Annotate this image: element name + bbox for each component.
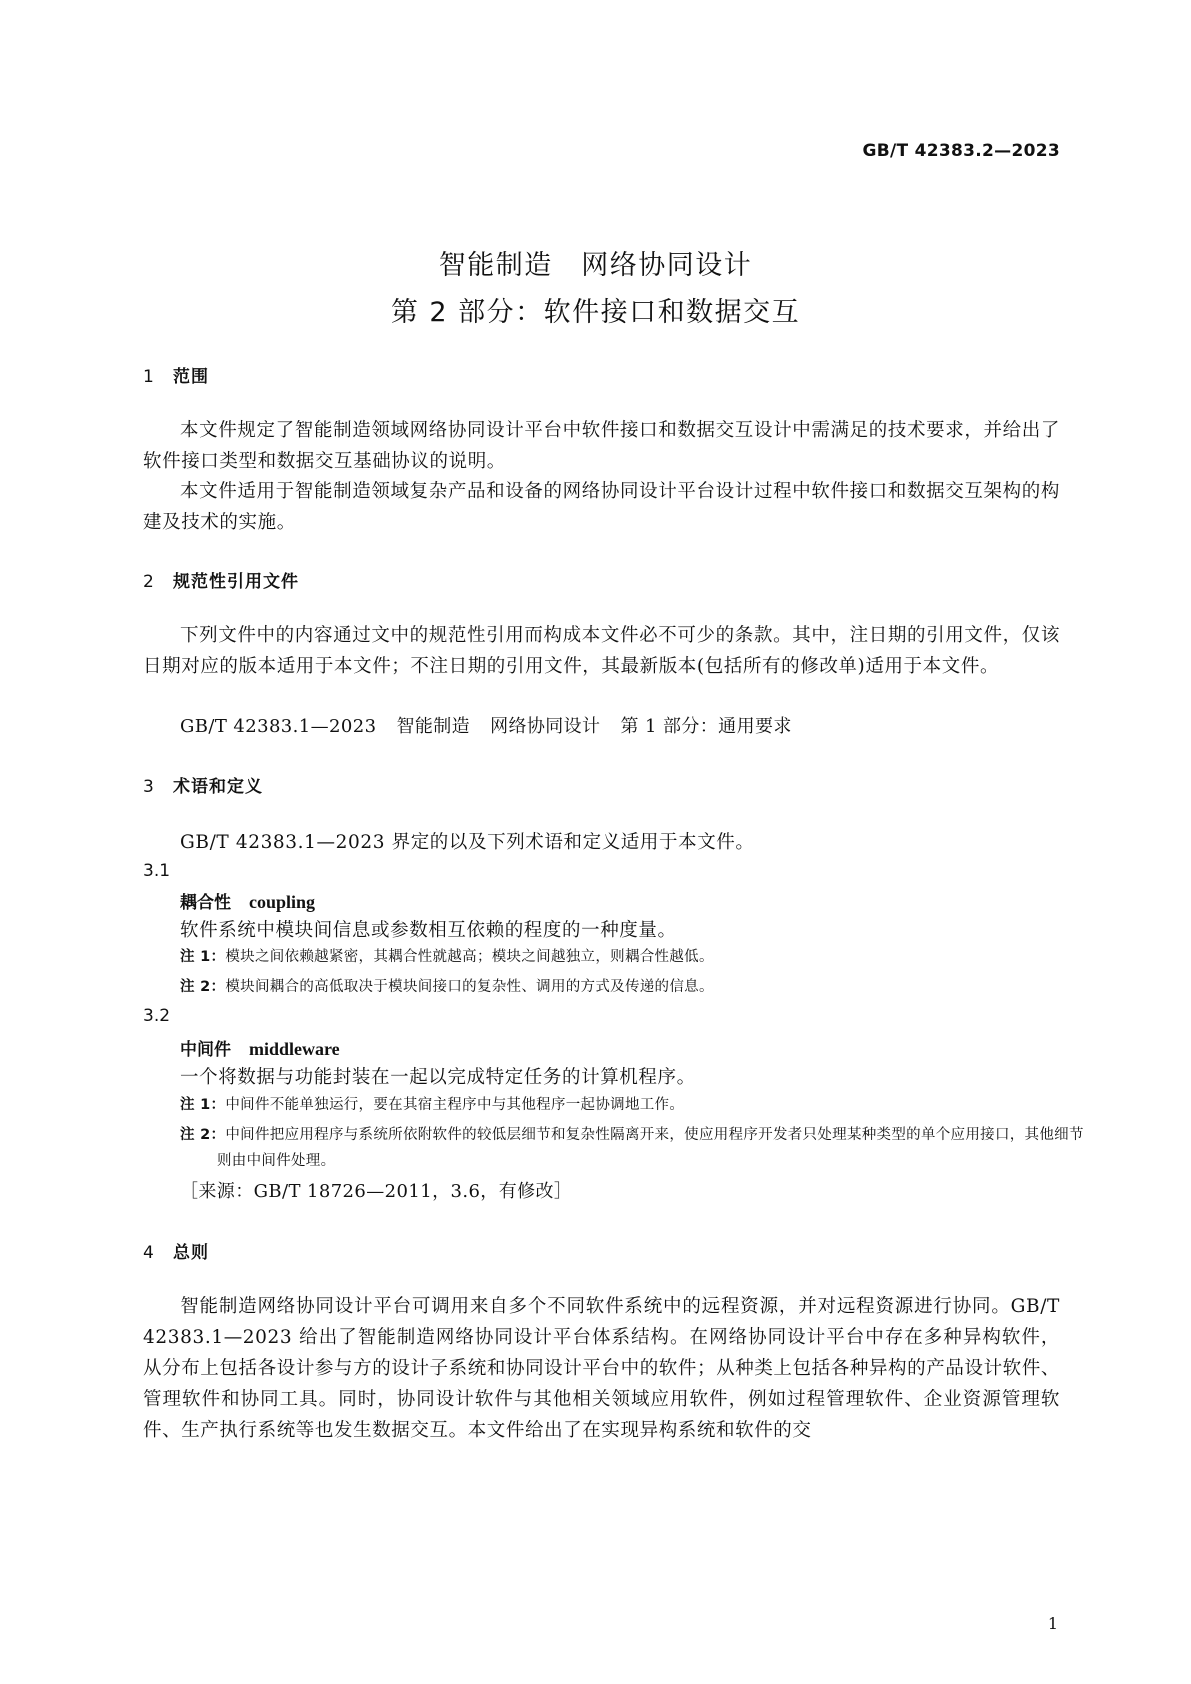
term-note — [180, 944, 1060, 970]
paragraph-text: 下列文件中的内容通过文中的规范性引用而构成本文件必不可少的条款。其中，注日期的引用文件，仅该日期对应的版本适用于本文件；不注日期的引用文件，其最新版本(包括所有的修改单)适用于本文件。 — [143, 625, 1060, 677]
note-text: 模块之间依赖越紧密，其耦合性就越高；模块之间越独立，则耦合性越低。 — [225, 949, 714, 965]
scope-paragraph-1 — [143, 415, 1060, 477]
term-heading — [180, 888, 315, 913]
section-heading-normative-references — [143, 567, 299, 592]
reference-code: GB/T 42383.1—2023 — [180, 716, 377, 737]
note-text: 中间件不能单独运行，要在其宿主程序中与其他程序一起协调地工作。 — [225, 1097, 685, 1113]
term-definition: 一个将数据与功能封装在一起以完成特定任务的计算机程序。 — [180, 1067, 696, 1088]
section-number: 4 — [143, 1243, 155, 1263]
section-title: 规范性引用文件 — [173, 572, 299, 592]
term-english: coupling — [249, 892, 316, 912]
note-label: 注 2： — [180, 979, 226, 995]
note-label: 注 2： — [180, 1127, 226, 1143]
section-number: 3 — [143, 777, 155, 797]
scope-paragraph-2 — [143, 476, 1060, 538]
note-label: 注 1： — [180, 949, 226, 965]
section-heading-terms — [143, 772, 263, 797]
document-title-line2: 第 2 部分：软件接口和数据交互 — [390, 297, 801, 328]
section-title: 术语和定义 — [173, 777, 263, 797]
note-text: 中间件把应用程序与系统所依附软件的较低层细节和复杂性隔离开来，使应用程序开发者只处理某种类型的单个应用接口，其他细节则由中间件处理。 — [217, 1127, 1084, 1169]
paragraph-text: 本文件规定了智能制造领域网络协同设计平台中软件接口和数据交互设计中需满足的技术要求，并给出了软件接口类型和数据交互基础协议的说明。 — [143, 420, 1060, 472]
term-note — [180, 1092, 1060, 1118]
term-source: ［来源：GB/T 18726—2011，3.6，有修改］ — [180, 1181, 573, 1202]
reference-title-part1: 智能制造 — [396, 716, 471, 737]
term-note — [180, 1122, 1097, 1174]
paragraph-text: 本文件适用于智能制造领域复杂产品和设备的网络协同设计平台设计过程中软件接口和数据交互架构的构建及技术的实施。 — [143, 481, 1060, 533]
term-number: 3.2 — [143, 1006, 171, 1026]
paragraph-text: 智能制造网络协同设计平台可调用来自多个不同软件系统中的远程资源，并对远程资源进行协同。GB/T 42383.1—2023 给出了智能制造网络协同设计平台体系结构。在网络协同设计平台中存在多种异构软件，从分布上包括各设计参与方的设计子系统和协同设计平台中的软件；从种类上包括各种异构的产品设计软件、管理软件和协同工具。同时，协同设计软件与其他相关领域应用软件，例如过程管理软件、企业资源管理软件、生产执行系统等也发生数据交互。本文件给出了在实现异构系统和软件的交 — [143, 1296, 1060, 1441]
page-number: 1 — [1047, 1614, 1058, 1633]
term-chinese: 耦合性 — [180, 893, 231, 913]
document-title-line1: 智能制造 网络协同设计 — [438, 250, 753, 281]
normative-reference-entry — [180, 712, 812, 738]
term-definition: 软件系统中模块间信息或参数相互依赖的程度的一种度量。 — [180, 920, 677, 941]
term-number: 3.1 — [143, 861, 171, 881]
section-title: 总则 — [173, 1243, 209, 1263]
reference-title-part2: 网络协同设计 — [490, 716, 601, 737]
term-heading — [180, 1035, 340, 1060]
term-chinese: 中间件 — [180, 1040, 231, 1060]
reference-title-part3: 第 1 部分：通用要求 — [620, 716, 792, 737]
general-paragraph — [143, 1291, 1060, 1446]
section-heading-scope — [143, 362, 209, 387]
normative-paragraph — [143, 620, 1060, 682]
terms-intro: GB/T 42383.1—2023 界定的以及下列术语和定义适用于本文件。 — [180, 832, 755, 853]
section-title: 范围 — [173, 367, 209, 387]
note-label: 注 1： — [180, 1097, 226, 1113]
standard-code: GB/T 42383.2—2023 — [862, 141, 1060, 161]
term-note — [180, 974, 1060, 1000]
section-heading-general — [143, 1238, 209, 1263]
section-number: 2 — [143, 572, 155, 592]
term-english: middleware — [249, 1039, 340, 1059]
note-text: 模块间耦合的高低取决于模块间接口的复杂性、调用的方式及传递的信息。 — [225, 979, 714, 995]
section-number: 1 — [143, 367, 155, 387]
